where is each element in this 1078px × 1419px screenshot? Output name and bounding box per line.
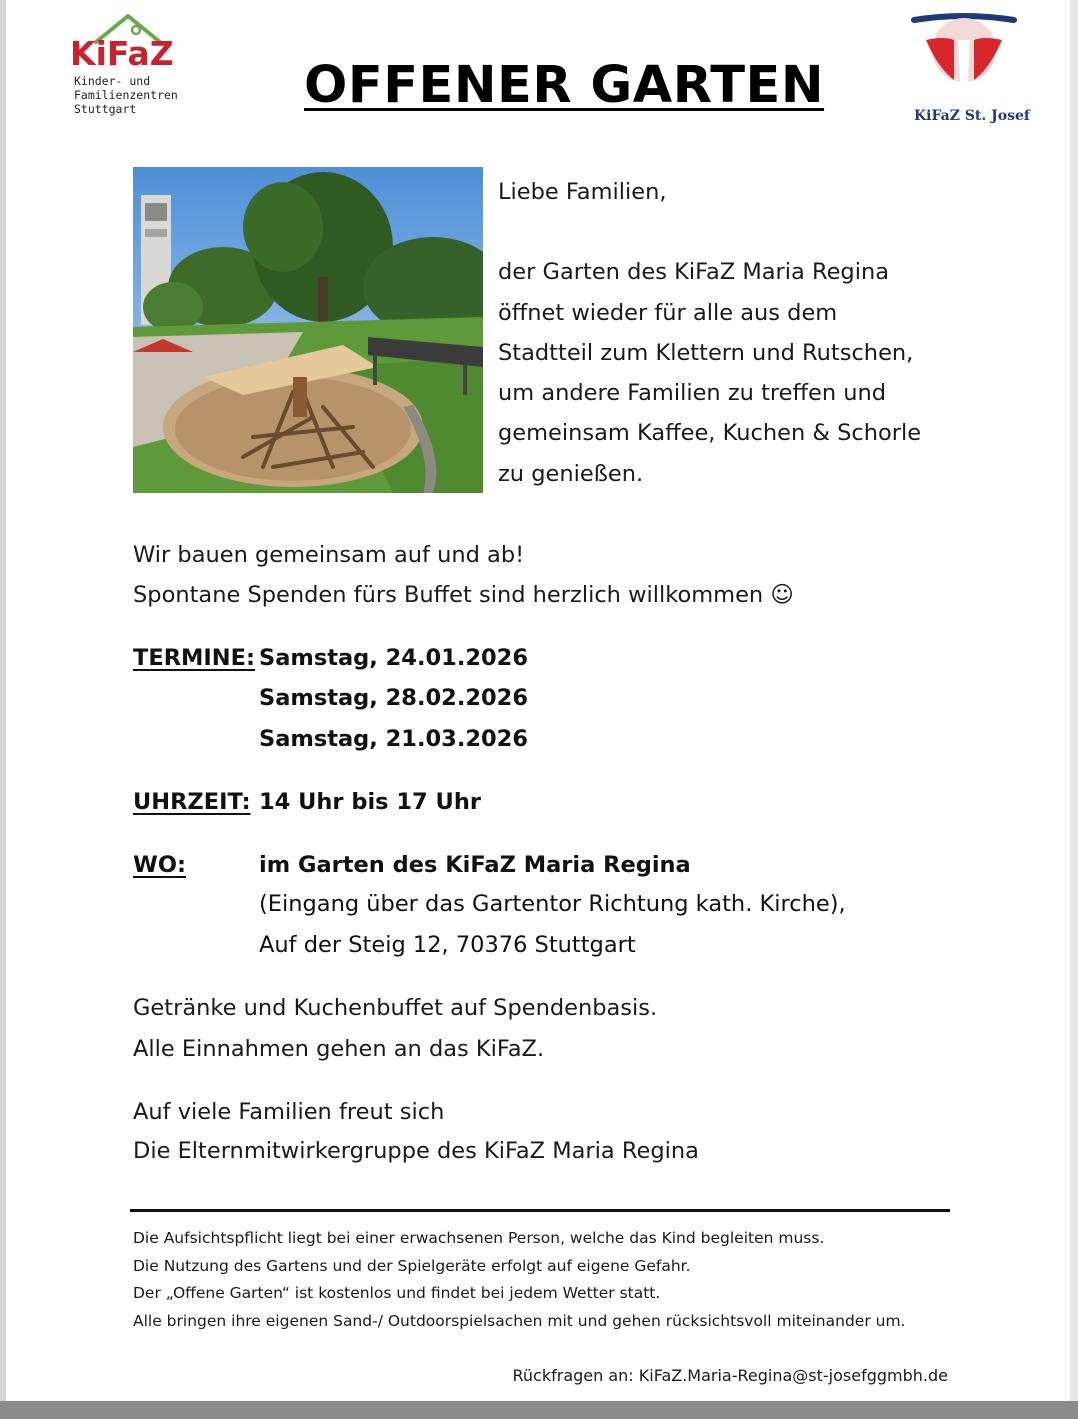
page-title: OFFENER GARTEN [304, 56, 825, 115]
note-line: Die Nutzung des Gartens und der Spielgeräte erfolgt auf eigene Gefahr. [133, 1256, 691, 1275]
st-josef-name: KiFaZ St. Josef [914, 108, 1030, 124]
intro-line: gemeinsam Kaffee, Kuchen & Schorle [498, 420, 922, 447]
wo-address: Auf der Steig 12, 70376 Stuttgart [259, 932, 636, 958]
wo-place: im Garten des KiFaZ Maria Regina [259, 852, 691, 878]
divider [130, 1209, 950, 1212]
page-edge-bottom [0, 1401, 1078, 1419]
kifaz-stuttgart-logo [70, 12, 180, 122]
contact-email: Rückfragen an: KiFaZ.Maria-Regina@st-josefggmbh.de [512, 1366, 948, 1385]
intro-line: öffnet wieder für alle aus dem [498, 299, 838, 326]
intro-line: der Garten des KiFaZ Maria Regina [498, 259, 890, 286]
garden-playground-photo [133, 167, 483, 493]
intro-text [498, 172, 921, 494]
info-line: Spontane Spenden fürs Buffet sind herzlich willkommen ☺ [133, 582, 794, 608]
kifaz-subtitle: Kinder- und Familienzentren Stuttgart [74, 74, 178, 116]
termine-date: Samstag, 21.03.2026 [259, 726, 528, 752]
kifaz-st-josef-logo [904, 10, 1030, 130]
termine-date: Samstag, 28.02.2026 [259, 685, 528, 711]
note-line: Alle bringen ihre eigenen Sand-/ Outdoorspielsachen mit und gehen rücksichtsvoll miteinander um. [133, 1312, 906, 1331]
termine-date: Samstag, 24.01.2026 [259, 645, 528, 671]
termine-label: TERMINE: [133, 645, 256, 671]
closing-line: Auf viele Familien freut sich [133, 1099, 445, 1125]
notes-block [133, 1225, 905, 1336]
greeting: Liebe Familien, [498, 179, 667, 205]
kifaz-wordmark: KiFaZ [70, 34, 174, 73]
donation-line: Getränke und Kuchenbuffet auf Spendenbasis. [133, 995, 658, 1021]
closing-signature: Die Elternmitwirkergruppe des KiFaZ Maria Regina [133, 1138, 699, 1164]
st-josef-emblem-icon [904, 10, 1024, 106]
wo-entrance: (Eingang über das Gartentor Richtung kath. Kirche), [259, 891, 846, 917]
intro-line: zu genießen. [498, 460, 644, 487]
intro-line: Stadtteil zum Klettern und Rutschen, [498, 339, 914, 366]
uhrzeit-label: UHRZEIT: [133, 789, 251, 815]
uhrzeit-value: 14 Uhr bis 17 Uhr [259, 789, 481, 815]
note-line: Die Aufsichtspflicht liegt bei einer erwachsenen Person, welche das Kind begleiten muss. [133, 1229, 825, 1247]
info-line: Wir bauen gemeinsam auf und ab! [133, 542, 525, 568]
page-edge-left [0, 0, 6, 1419]
note-line: Der „Offene Garten“ ist kostenlos und findet bei jedem Wetter statt. [133, 1284, 661, 1303]
wo-label: WO: [133, 852, 186, 878]
intro-line: um andere Familien zu treffen und [498, 380, 887, 407]
page-edge-right [1070, 0, 1078, 1419]
donation-line: Alle Einnahmen gehen an das KiFaZ. [133, 1036, 545, 1062]
